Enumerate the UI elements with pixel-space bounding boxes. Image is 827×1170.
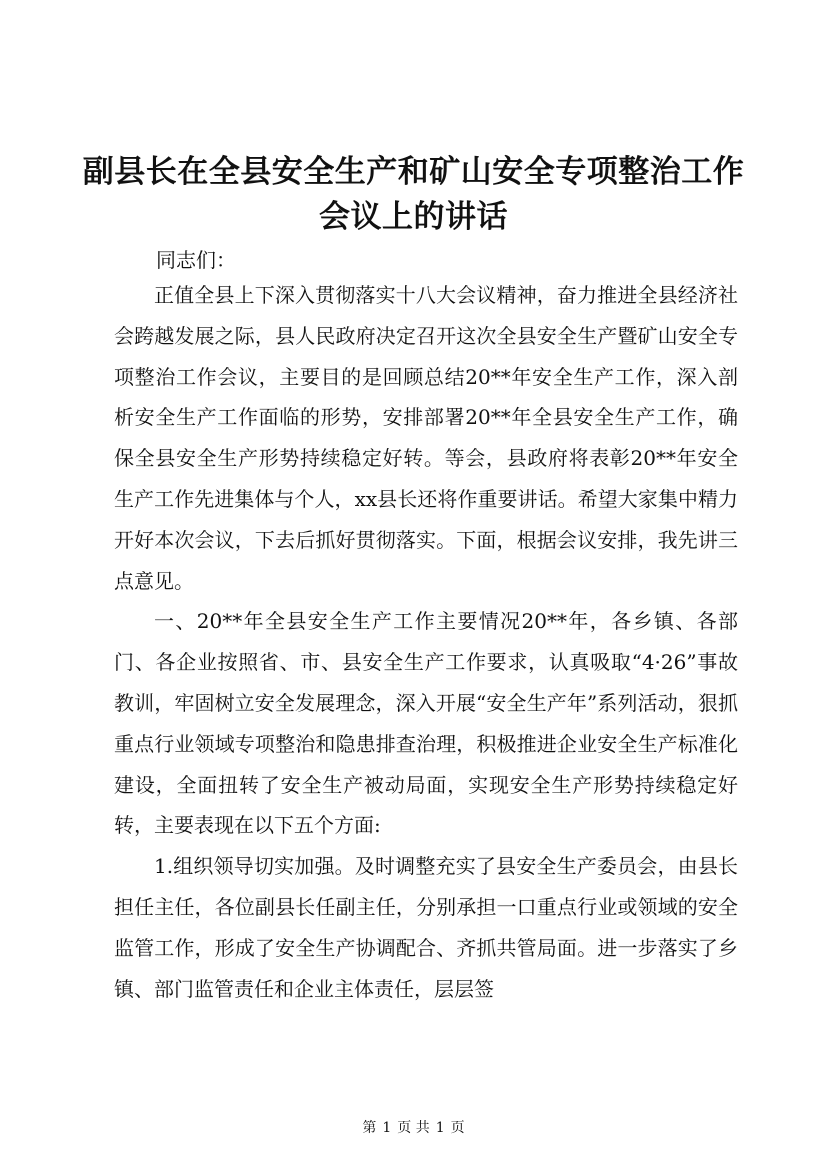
page-middle: 页 共 <box>397 1120 430 1136</box>
page-prefix: 第 <box>362 1120 377 1136</box>
page-suffix: 页 <box>450 1120 465 1136</box>
page-number: 1 <box>382 1120 392 1136</box>
paragraph: 正值全县上下深入贯彻落实十八大会议精神，奋力推进全县经济社会跨越发展之际，县人民政府决定召开这次全县安全生产暨矿山安全专项整治工作会议，主要目的是回顾总结20**年安全生产工作，深入剖析安全生产工作面临的形势，安排部署20**年全县安全生产工作，确保全县安全生产形势持续稳定好转。等会，县政府将表彰20**年安全生产工作先进集体与个人，xx县长还将作重要讲话。希望大家集中精力开好本次会议，下去后抓好贯彻落实。下面，根据会议安排，我先讲三点意见。 <box>114 283 738 593</box>
paragraph: 一、20**年全县安全生产工作主要情况20**年，各乡镇、各部门、各企业按照省、市、县安全生产工作要求，认真吸取“4·26”事故教训，牢固树立安全发展理念，深入开展“安全生产年”系列活动，狠抓重点行业领域专项整治和隐患排查治理，积极推进企业安全生产标准化建设，全面扭转了安全生产被动局面，实现安全生产形势持续稳定好转，主要表现在以下五个方面: <box>114 609 738 838</box>
salutation: 同志们： <box>156 248 236 272</box>
page-total: 1 <box>435 1120 445 1136</box>
document-title: 副县长在全县安全生产和矿山安全专项整治工作会议上的讲话 <box>82 154 745 235</box>
document-body <box>114 275 738 1009</box>
paragraph: 1.组织领导切实加强。及时调整充实了县安全生产委员会，由县长担任主任，各位副县长任副主任，分别承担一口重点行业或领域的安全监管工作，形成了安全生产协调配合、齐抓共管局面。进一步落实了乡镇、部门监管责任和企业主体责任，层层签 <box>114 854 738 1001</box>
page-footer <box>0 1118 827 1138</box>
